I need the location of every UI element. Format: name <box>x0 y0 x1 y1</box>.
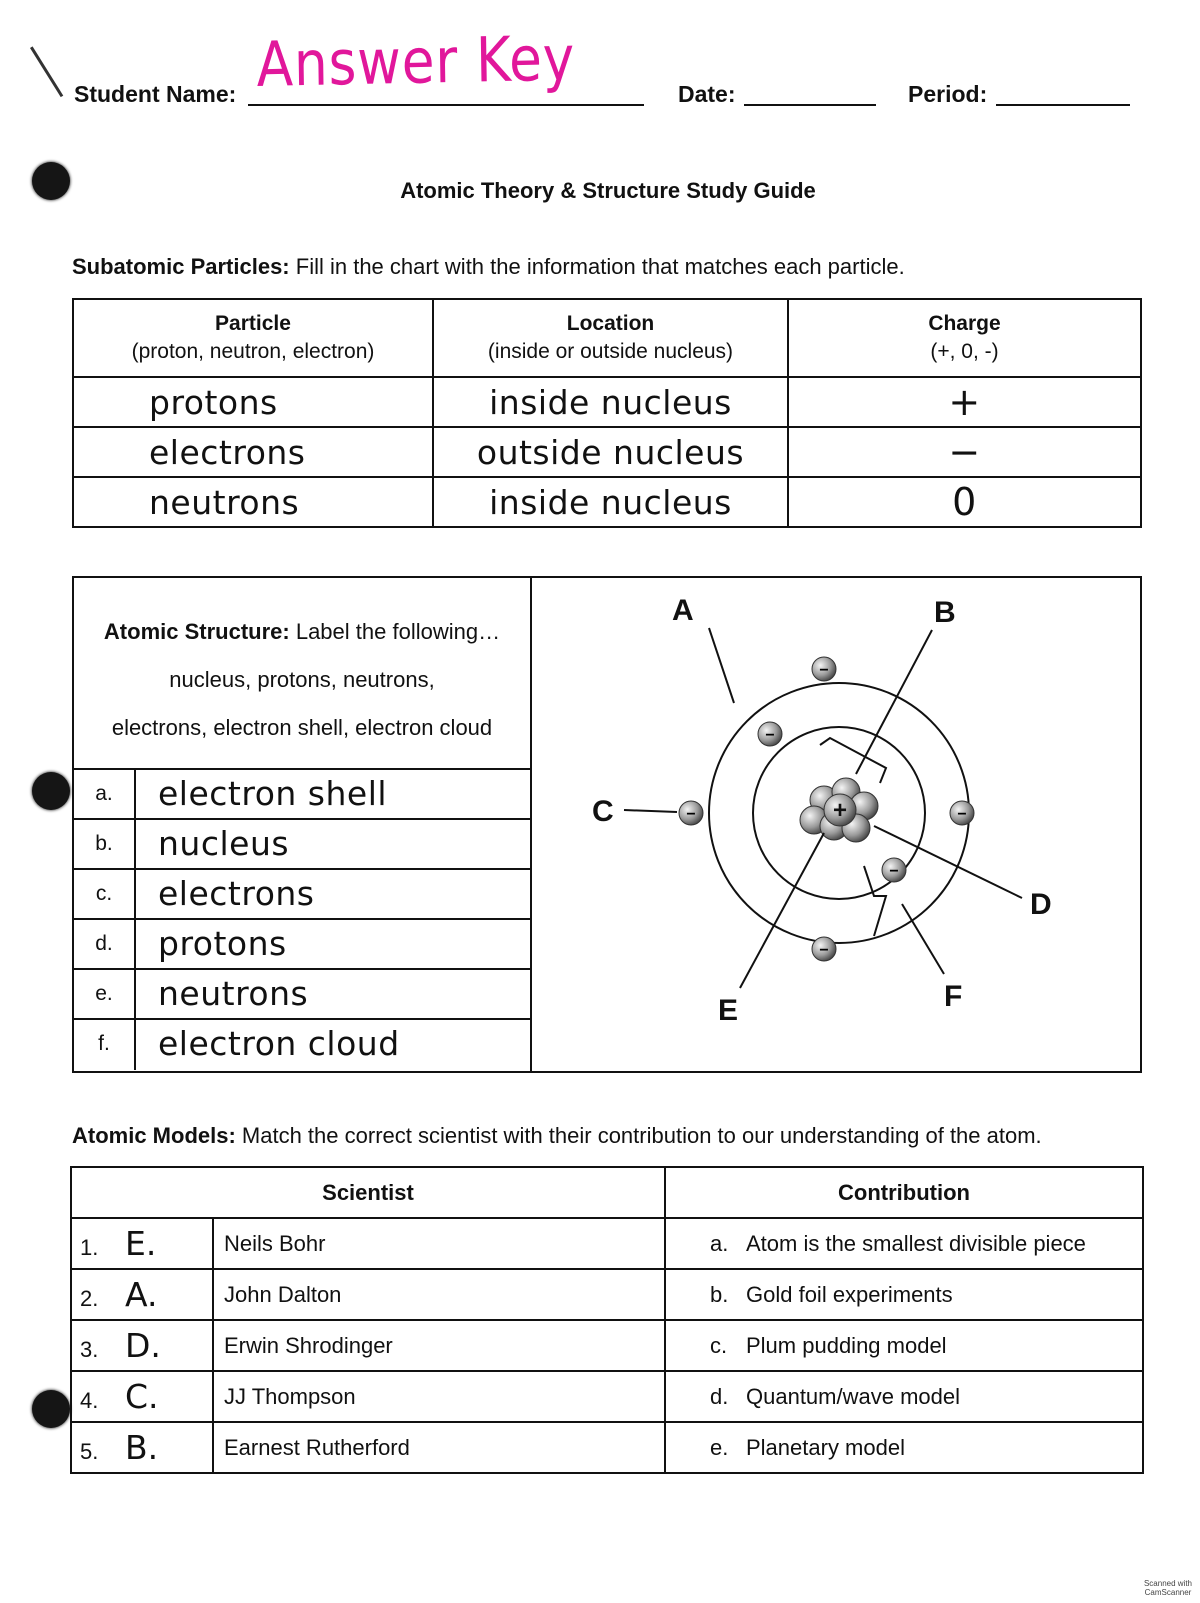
item-letter: d. <box>74 920 136 968</box>
bracket-f <box>864 866 886 936</box>
list-item <box>74 970 530 1020</box>
leader-line-c <box>624 810 677 812</box>
binder-hole-bottom <box>32 1390 70 1428</box>
leader-line-a <box>709 628 734 703</box>
item-letter: c. <box>74 870 136 918</box>
period-line <box>996 104 1130 106</box>
plus-sign: + <box>832 797 848 824</box>
binder-hole-middle <box>32 772 70 810</box>
minus-sign: − <box>889 863 899 880</box>
table-row <box>73 477 1141 527</box>
match-answer: A. <box>125 1275 158 1314</box>
header-sub: (proton, neutron, electron) <box>131 340 375 363</box>
models-header-row <box>71 1167 1143 1218</box>
contribution-letter: e. <box>710 1434 729 1460</box>
contribution-cell <box>665 1371 1143 1422</box>
date-line <box>744 104 876 106</box>
atomic-structure-section <box>72 576 1142 1073</box>
particle-cell: electrons <box>73 427 433 477</box>
charge-cell: − <box>788 427 1141 477</box>
row-number: 2. <box>80 1286 99 1311</box>
models-header-scientist: Scientist <box>71 1167 665 1218</box>
pen-mark <box>30 46 63 97</box>
location-cell: outside nucleus <box>433 427 788 477</box>
electron <box>679 801 703 825</box>
header-title: Charge <box>928 312 1001 335</box>
contribution-text: Gold foil experiments <box>746 1281 953 1307</box>
table-row <box>71 1371 1143 1422</box>
location-cell: inside nucleus <box>433 477 788 527</box>
page-title: Atomic Theory & Structure Study Guide <box>400 178 816 203</box>
structure-labels-panel <box>74 578 532 1071</box>
minus-sign: − <box>819 662 829 679</box>
minus-sign: − <box>686 806 696 823</box>
item-answer: nucleus <box>158 824 290 863</box>
electron <box>758 722 782 746</box>
item-letter: b. <box>74 820 136 868</box>
match-cell <box>71 1218 213 1269</box>
match-answer: B. <box>125 1428 159 1467</box>
item-answer: neutrons <box>158 974 309 1013</box>
table-row <box>71 1422 1143 1473</box>
diagram-label-e: E <box>718 994 739 1027</box>
header-sub: (inside or outside nucleus) <box>487 340 734 363</box>
structure-terms-line1: nucleus, protons, neutrons, <box>169 667 435 692</box>
minus-sign: − <box>765 727 775 744</box>
item-answer: electrons <box>158 874 315 913</box>
subatomic-instr-bold: Subatomic Particles: <box>72 254 290 279</box>
contribution-cell <box>665 1269 1143 1320</box>
header-title: Particle <box>215 312 291 335</box>
contribution-cell <box>665 1422 1143 1473</box>
row-number: 4. <box>80 1388 99 1413</box>
contribution-letter: c. <box>710 1332 728 1358</box>
particle-cell: protons <box>73 377 433 427</box>
list-item <box>74 870 530 920</box>
item-answer: protons <box>158 924 287 963</box>
subatomic-instr-text: Fill in the chart with the information that matches each particle. <box>289 254 905 279</box>
row-number: 3. <box>80 1337 99 1362</box>
structure-terms-line2: electrons, electron shell, electron cloud <box>111 715 493 740</box>
scanner-watermark <box>1144 1579 1192 1597</box>
diagram-label-c: C <box>592 795 614 828</box>
watermark-line2: CamScanner <box>1144 1588 1192 1597</box>
particles-header-row <box>73 299 1141 377</box>
list-item <box>74 820 530 870</box>
watermark-line1: Scanned with <box>1143 1579 1192 1588</box>
item-letter: f. <box>74 1020 136 1070</box>
nucleus <box>800 778 878 842</box>
minus-sign: − <box>819 942 829 959</box>
electron <box>812 937 836 961</box>
structure-instr-text: Label the following… <box>289 619 501 644</box>
contribution-letter: b. <box>710 1281 729 1307</box>
structure-instr-line <box>74 608 530 656</box>
row-number: 5. <box>80 1439 99 1464</box>
leader-line-b <box>856 630 932 774</box>
contribution-text: Atom is the smallest divisible piece <box>746 1230 1086 1256</box>
charge-cell: + <box>788 377 1141 427</box>
item-answer: electron shell <box>158 774 388 813</box>
scientist-cell: JJ Thompson <box>213 1371 665 1422</box>
electron <box>882 858 906 882</box>
match-answer: D. <box>125 1326 161 1365</box>
scientist-cell: John Dalton <box>213 1269 665 1320</box>
models-instr-text: Match the correct scientist with their contribution to our understanding of the atom. <box>235 1123 1042 1148</box>
contribution-text: Quantum/wave model <box>746 1383 960 1409</box>
contribution-cell <box>665 1218 1143 1269</box>
list-item <box>74 1020 530 1070</box>
student-name-label: Student Name: <box>74 81 237 107</box>
models-header-contribution: Contribution <box>665 1167 1143 1218</box>
scientist-cell: Neils Bohr <box>213 1218 665 1269</box>
item-letter: e. <box>74 970 136 1018</box>
match-answer: E. <box>125 1224 157 1263</box>
diagram-label-d: D <box>1030 888 1052 921</box>
scientist-cell: Earnest Rutherford <box>213 1422 665 1473</box>
item-letter: a. <box>74 770 136 818</box>
charge-cell: 0 <box>788 477 1141 527</box>
table-row <box>71 1320 1143 1371</box>
table-row <box>71 1218 1143 1269</box>
student-name-line <box>248 104 644 106</box>
particle-cell: neutrons <box>73 477 433 527</box>
diagram-label-a: A <box>672 594 694 627</box>
contribution-letter: d. <box>710 1383 729 1409</box>
match-cell <box>71 1371 213 1422</box>
models-instructions <box>72 1123 1042 1149</box>
electron <box>950 801 974 825</box>
diagram-label-f: F <box>944 980 963 1013</box>
models-table <box>70 1166 1144 1474</box>
list-item <box>74 770 530 820</box>
contribution-letter: a. <box>710 1230 729 1256</box>
location-cell: inside nucleus <box>433 377 788 427</box>
particles-header-charge <box>788 299 1141 377</box>
electron <box>812 657 836 681</box>
contribution-text: Plum pudding model <box>746 1332 947 1358</box>
bracket-b <box>820 738 886 783</box>
particles-header-location <box>433 299 788 377</box>
contribution-cell <box>665 1320 1143 1371</box>
diagram-label-b: B <box>934 596 956 629</box>
particles-header-particle <box>73 299 433 377</box>
subatomic-instructions <box>72 254 905 280</box>
date-label: Date: <box>678 81 736 107</box>
header-sub: (+, 0, -) <box>930 340 999 363</box>
match-cell <box>71 1269 213 1320</box>
table-row <box>73 377 1141 427</box>
structure-instr-bold: Atomic Structure: <box>103 619 290 644</box>
contribution-text: Planetary model <box>746 1434 905 1460</box>
period-label: Period: <box>908 81 988 107</box>
atom-diagram <box>534 578 1140 1071</box>
models-instr-bold: Atomic Models: <box>72 1123 236 1148</box>
match-cell <box>71 1320 213 1371</box>
list-item <box>74 920 530 970</box>
item-answer: electron cloud <box>158 1024 400 1063</box>
table-row <box>71 1269 1143 1320</box>
particles-table <box>72 298 1142 528</box>
match-cell <box>71 1422 213 1473</box>
row-number: 1. <box>80 1235 99 1260</box>
student-name-value: Answer Key <box>256 21 576 101</box>
table-row <box>73 427 1141 477</box>
leader-line-f <box>902 904 944 974</box>
minus-sign: − <box>957 806 967 823</box>
match-answer: C. <box>125 1377 159 1416</box>
scientist-cell: Erwin Shrodinger <box>213 1320 665 1371</box>
header-title: Location <box>566 312 655 335</box>
structure-instructions <box>74 578 530 770</box>
